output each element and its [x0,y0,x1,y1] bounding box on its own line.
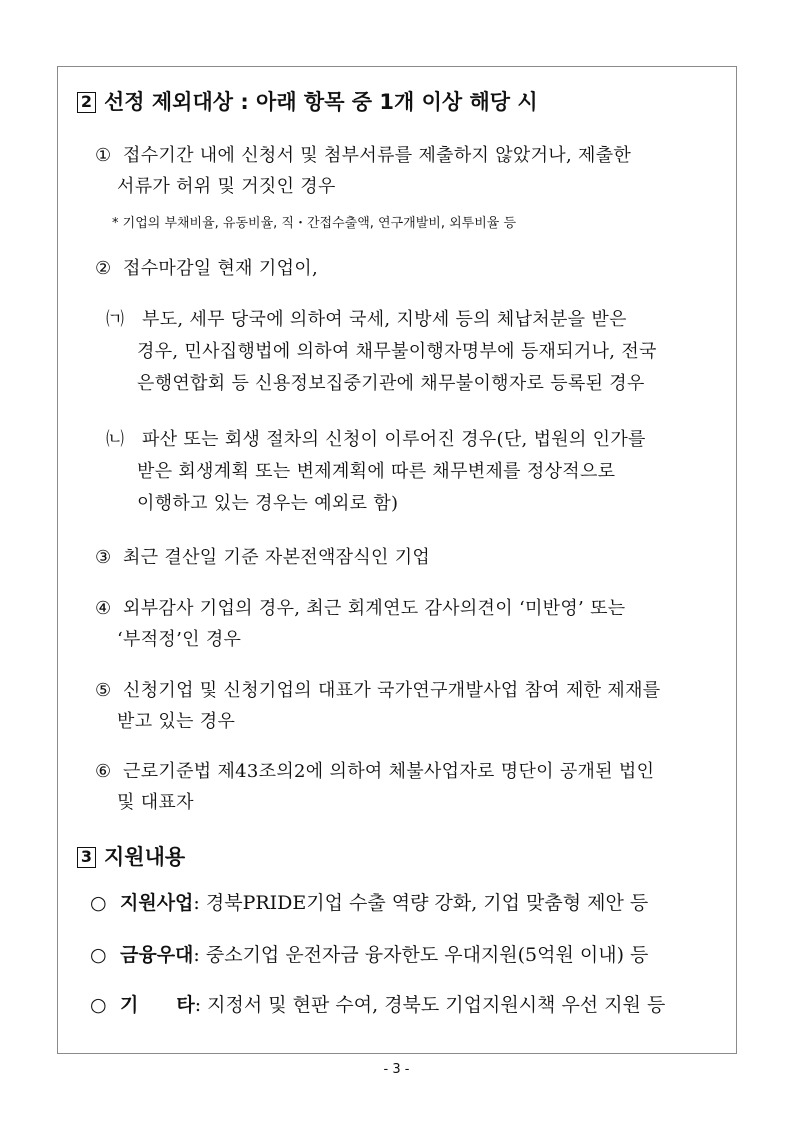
section-2-number: 2 [77,92,96,113]
section-3-heading [77,841,185,871]
exclusion-item-3 [95,543,430,569]
exclusion-note: * 기업의 부채비율, 유동비율, 직・간접수출액, 연구개발비, 외투비율 등 [112,216,517,231]
bullet-label: 기 타 [120,994,195,1016]
sub-item-marker: ㈁ [106,429,125,450]
section-3-title: 지원내용 [104,845,186,869]
bullet-label: 지원사업 [120,892,194,914]
support-bullet-2 [90,940,648,967]
exclusion-item-6-cont: 및 대표자 [117,792,194,813]
item-text: 근로기준법 제43조의2에 의하여 체불사업자로 명단이 공개된 법인 [123,761,655,782]
sub-item-a-line2: 경우, 민사집행법에 의하여 채무불이행자명부에 등재되거나, 전국 [137,341,657,362]
sub-item-b [106,425,646,451]
exclusion-item-6 [95,757,654,783]
section-2-heading [77,86,538,116]
exclusion-item-4 [95,594,625,620]
item-marker: ③ [95,547,112,568]
page-number: - 3 - [383,1062,410,1077]
exclusion-item-2 [95,254,318,280]
section-2-title: 선정 제외대상 : 아래 항목 중 1개 이상 해당 시 [104,90,538,114]
item-text: 신청기업 및 신청기업의 대표가 국가연구개발사업 참여 제한 제재를 [123,680,661,701]
exclusion-item-5-cont: 받고 있는 경우 [117,711,236,732]
item-text: 접수기간 내에 신청서 및 첨부서류를 제출하지 않았거나, 제출한 [123,145,632,166]
bullet-text: : 지정서 및 현판 수여, 경북도 기업지원시책 우선 지원 등 [194,994,666,1016]
sub-item-marker: ㈀ [106,309,125,330]
section-3-number: 3 [77,847,96,868]
exclusion-item-5 [95,676,660,702]
sub-item-a-line3: 은행연합회 등 신용정보집중기관에 채무불이행자로 등록된 경우 [137,373,645,394]
item-marker: ② [95,258,112,279]
item-marker: ⑥ [95,761,112,782]
support-bullet-1 [90,888,648,915]
item-marker: ⑤ [95,680,112,701]
bullet-text: : 중소기업 운전자금 융자한도 우대지원(5억원 이내) 등 [193,944,649,966]
exclusion-item-4-cont: ‘부적정’인 경우 [117,629,242,650]
item-text: 외부감사 기업의 경우, 최근 회계연도 감사의견이 ‘미반영’ 또는 [123,598,626,619]
support-bullet-3 [90,990,665,1017]
bullet-marker: ○ [90,994,107,1016]
item-marker: ① [95,145,112,166]
bullet-marker: ○ [90,944,107,966]
item-text: 접수마감일 현재 기업이, [123,258,318,279]
bullet-marker: ○ [90,892,107,914]
sub-item-b-line2: 받은 회생계획 또는 변제계획에 따른 채무변제를 정상적으로 [137,461,616,482]
bullet-text: : 경북PRIDE기업 수출 역량 강화, 기업 맞춤형 제안 등 [193,892,649,914]
sub-item-text: 부도, 세무 당국에 의하여 국세, 지방세 등의 체납처분을 받은 [142,309,627,330]
sub-item-text: 파산 또는 회생 절차의 신청이 이루어진 경우(단, 법원의 인가를 [142,429,646,450]
exclusion-item-1-cont: 서류가 허위 및 거짓인 경우 [117,176,336,197]
item-marker: ④ [95,598,112,619]
sub-item-a [106,305,627,331]
bullet-label: 금융우대 [120,944,194,966]
item-text: 최근 결산일 기준 자본전액잠식인 기업 [123,547,431,568]
exclusion-item-1 [95,141,631,167]
sub-item-b-line3: 이행하고 있는 경우는 예외로 함) [137,493,399,514]
